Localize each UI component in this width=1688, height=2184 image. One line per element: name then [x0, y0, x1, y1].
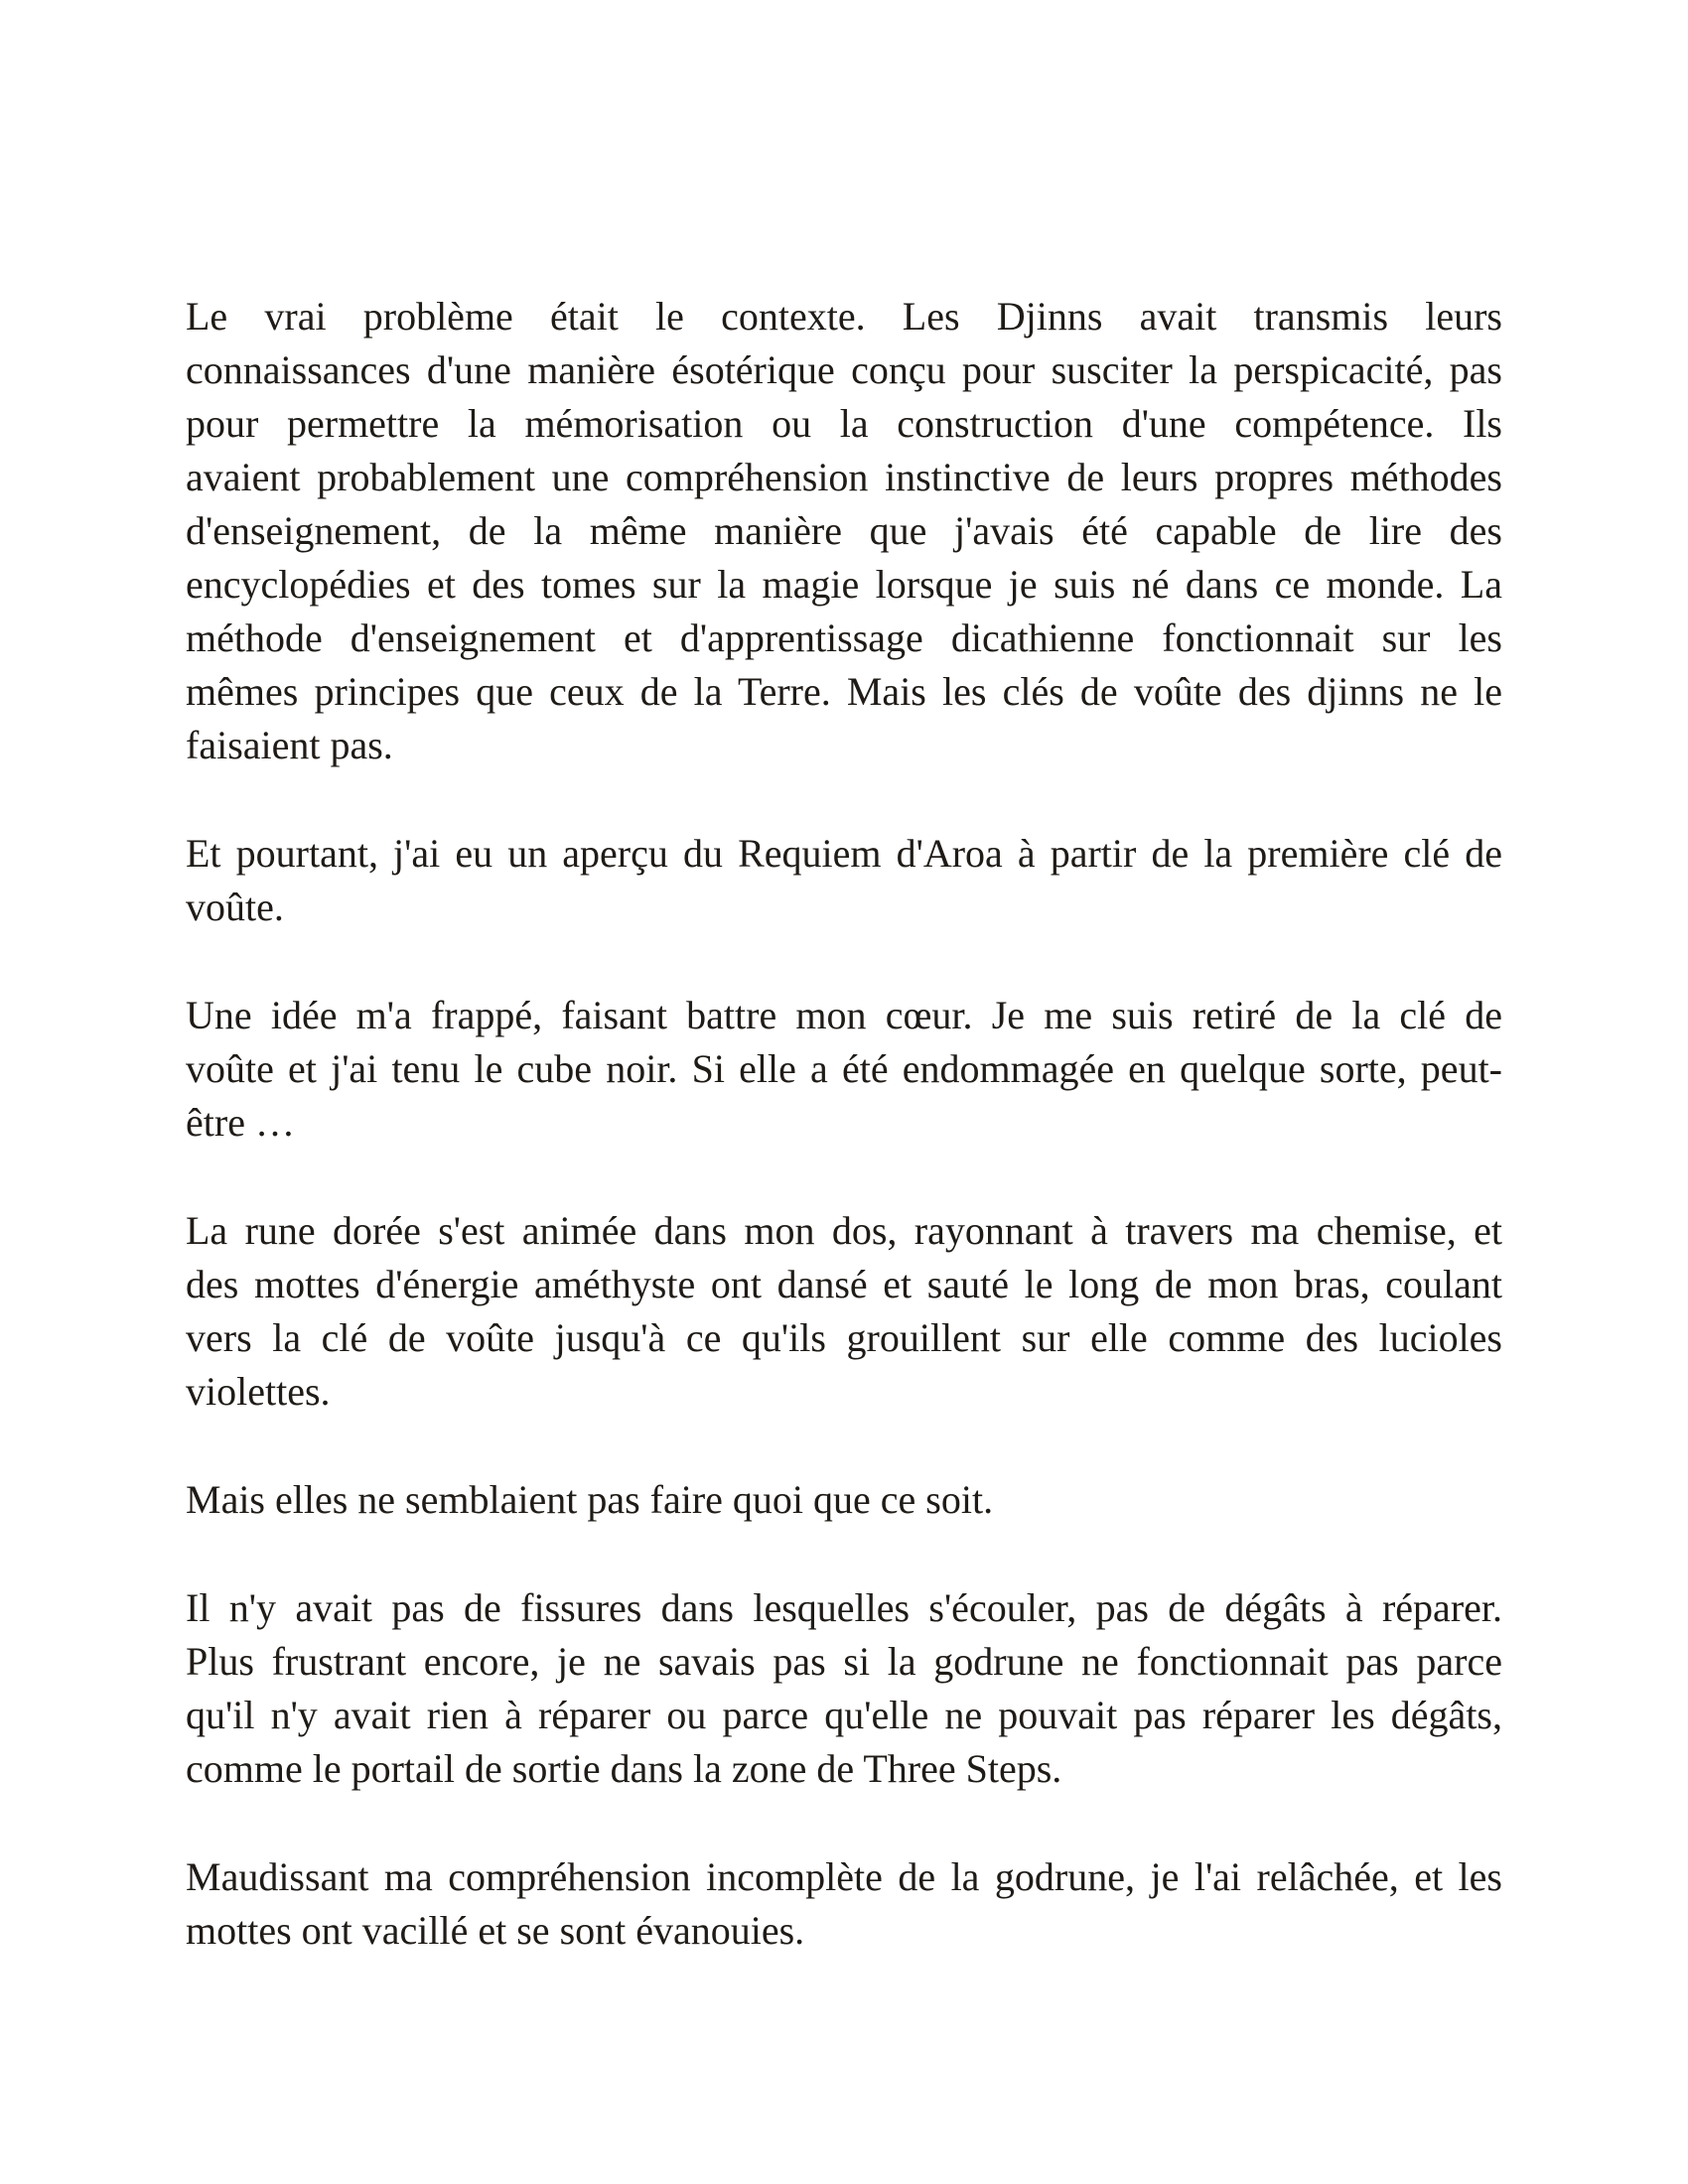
text-body: [186, 290, 1502, 1958]
text-line: voûte et j'ai tenu le cube noir. Si elle a été endommagée en quelque sorte, peut-: [186, 1046, 1502, 1091]
text-line: qu'il n'y avait rien à réparer ou parce qu'elle ne pouvait pas réparer les dégâts,: [186, 1693, 1502, 1737]
text-line: Maudissant ma compréhension incomplète de la godrune, je l'ai relâchée, et les: [186, 1854, 1502, 1899]
text-line: être …: [186, 1100, 295, 1145]
text-line: encyclopédies et des tomes sur la magie lorsque je suis né dans ce monde. La: [186, 562, 1502, 607]
text-line: Mais elles ne semblaient pas faire quoi que ce soit.: [186, 1477, 994, 1522]
text-line: pour permettre la mémorisation ou la construction d'une compétence. Ils: [186, 401, 1502, 446]
text-line: Et pourtant, j'ai eu un aperçu du Requiem d'Aroa à partir de la première clé de: [186, 831, 1502, 876]
paragraph-1: [186, 290, 1502, 772]
text-line: voûte.: [186, 885, 284, 929]
text-line: connaissances d'une manière ésotérique conçu pour susciter la perspicacité, pas: [186, 347, 1502, 392]
paragraph-7: [186, 1850, 1502, 1958]
text-line: Le vrai problème était le contexte. Les Djinns avait transmis leurs: [186, 294, 1502, 339]
text-line: Plus frustrant encore, je ne savais pas si la godrune ne fonctionnait pas parce: [186, 1639, 1502, 1684]
paragraph-3: [186, 989, 1502, 1150]
text-line: mêmes principes que ceux de la Terre. Mais les clés de voûte des djinns ne le: [186, 669, 1502, 714]
text-line: vers la clé de voûte jusqu'à ce qu'ils grouillent sur elle comme des lucioles: [186, 1315, 1502, 1360]
text-line: méthode d'enseignement et d'apprentissage dicathienne fonctionnait sur les: [186, 615, 1502, 660]
text-line: comme le portail de sortie dans la zone de Three Steps.: [186, 1746, 1062, 1791]
text-line: avaient probablement une compréhension instinctive de leurs propres méthodes: [186, 455, 1502, 499]
paragraph-4: [186, 1204, 1502, 1419]
text-line: Il n'y avait pas de fissures dans lesquelles s'écouler, pas de dégâts à réparer.: [186, 1585, 1502, 1630]
text-line: des mottes d'énergie améthyste ont dansé et sauté le long de mon bras, coulant: [186, 1262, 1502, 1306]
text-line: La rune dorée s'est animée dans mon dos, rayonnant à travers ma chemise, et: [186, 1208, 1502, 1253]
text-line: d'enseignement, de la même manière que j'avais été capable de lire des: [186, 508, 1502, 553]
paragraph-5: [186, 1473, 1502, 1527]
paragraph-6: [186, 1581, 1502, 1796]
text-line: violettes.: [186, 1369, 331, 1414]
text-line: mottes ont vacillé et se sont évanouies.: [186, 1908, 805, 1953]
paragraph-2: [186, 827, 1502, 934]
text-line: Une idée m'a frappé, faisant battre mon cœur. Je me suis retiré de la clé de: [186, 993, 1502, 1037]
text-line: faisaient pas.: [186, 723, 393, 767]
